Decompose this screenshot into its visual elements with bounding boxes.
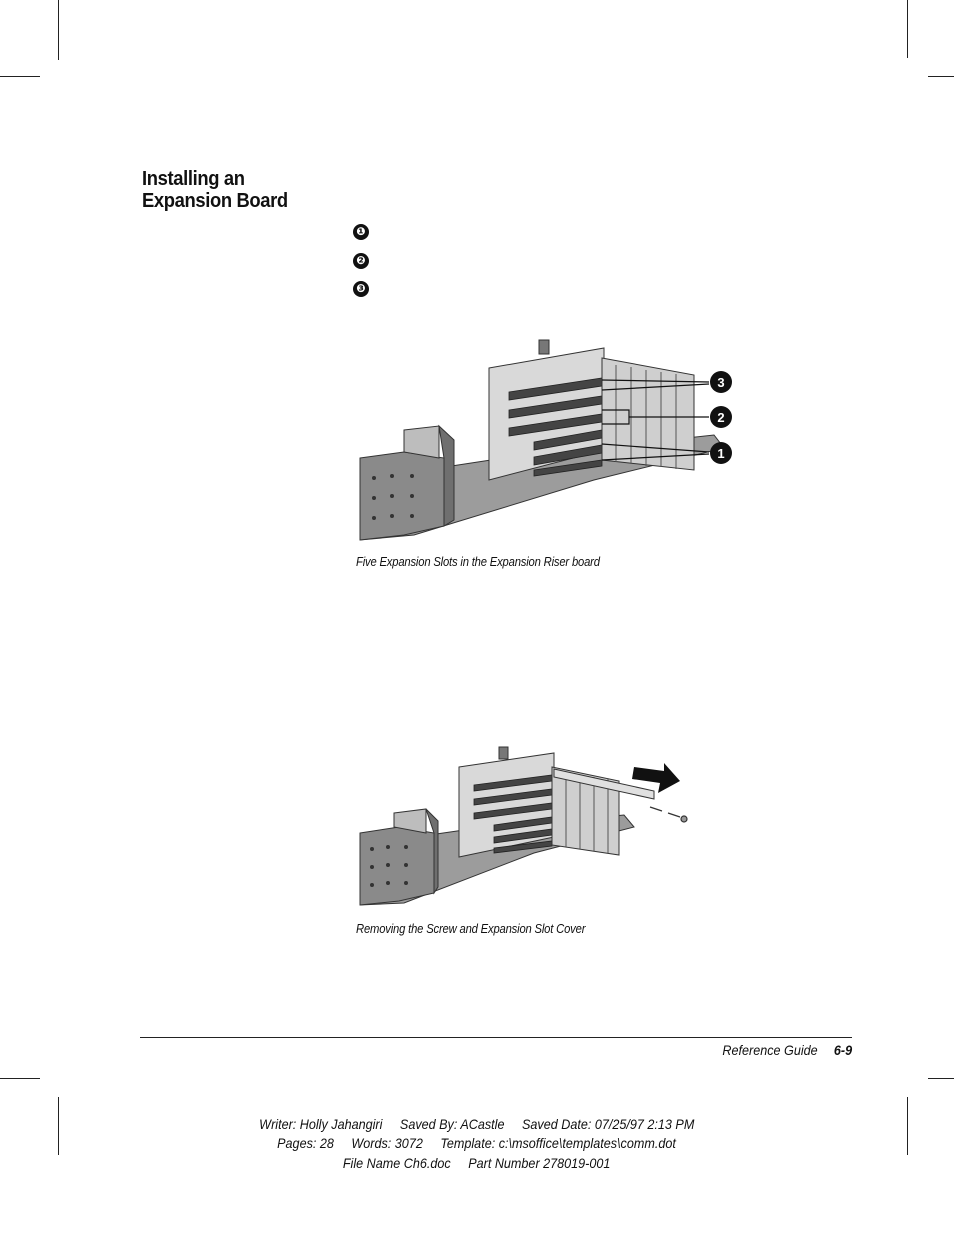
doc-meta-line2 [0,1135,954,1151]
crop-mark-top-left-v [58,0,59,60]
section-heading [142,168,288,212]
page-footer [722,1042,852,1058]
doc-meta-line3 [0,1155,954,1171]
doc-meta-line3-text: File Name Ch6.doc Part Number 278019-001 [343,1155,611,1171]
figure2-caption: Removing the Screw and Expansion Slot Cover [356,922,586,936]
doc-meta-line1 [0,1116,954,1132]
step-bullet-3: ❸ [353,281,369,297]
callout-3 [710,371,732,393]
figure-remove-slot-cover [354,745,694,910]
callout-1-label: 1 [717,446,725,461]
crop-mark-top-left-h [0,76,40,77]
section-heading-line1: Installing an [142,168,245,190]
figure1-caption: Five Expansion Slots in the Expansion Riser board [356,555,600,569]
callout-3-label: 3 [717,375,725,390]
callout-2 [710,406,732,428]
page-number: 6-9 [833,1042,852,1058]
footer-guide-title: Reference Guide [722,1042,818,1058]
doc-meta-line2-text: Pages: 28 Words: 3072 Template: c:\msoffice\templates\comm.dot [277,1135,677,1151]
step-bullet-1: ❶ [353,224,369,240]
figure-expansion-riser [354,330,744,545]
step-bullet-2: ❷ [353,253,369,269]
crop-mark-bottom-right-h [928,1078,954,1079]
doc-meta-line1-text: Writer: Holly Jahangiri Saved By: ACastle Saved Date: 07/25/97 2:13 PM [259,1116,695,1132]
section-heading-line2: Expansion Board [142,190,288,212]
crop-mark-top-right-h [928,76,954,77]
callout-1 [710,442,732,464]
crop-mark-bottom-left-h [0,1078,40,1079]
callout-2-label: 2 [717,410,725,425]
crop-mark-top-right-v [907,0,908,58]
footer-rule [140,1037,852,1038]
